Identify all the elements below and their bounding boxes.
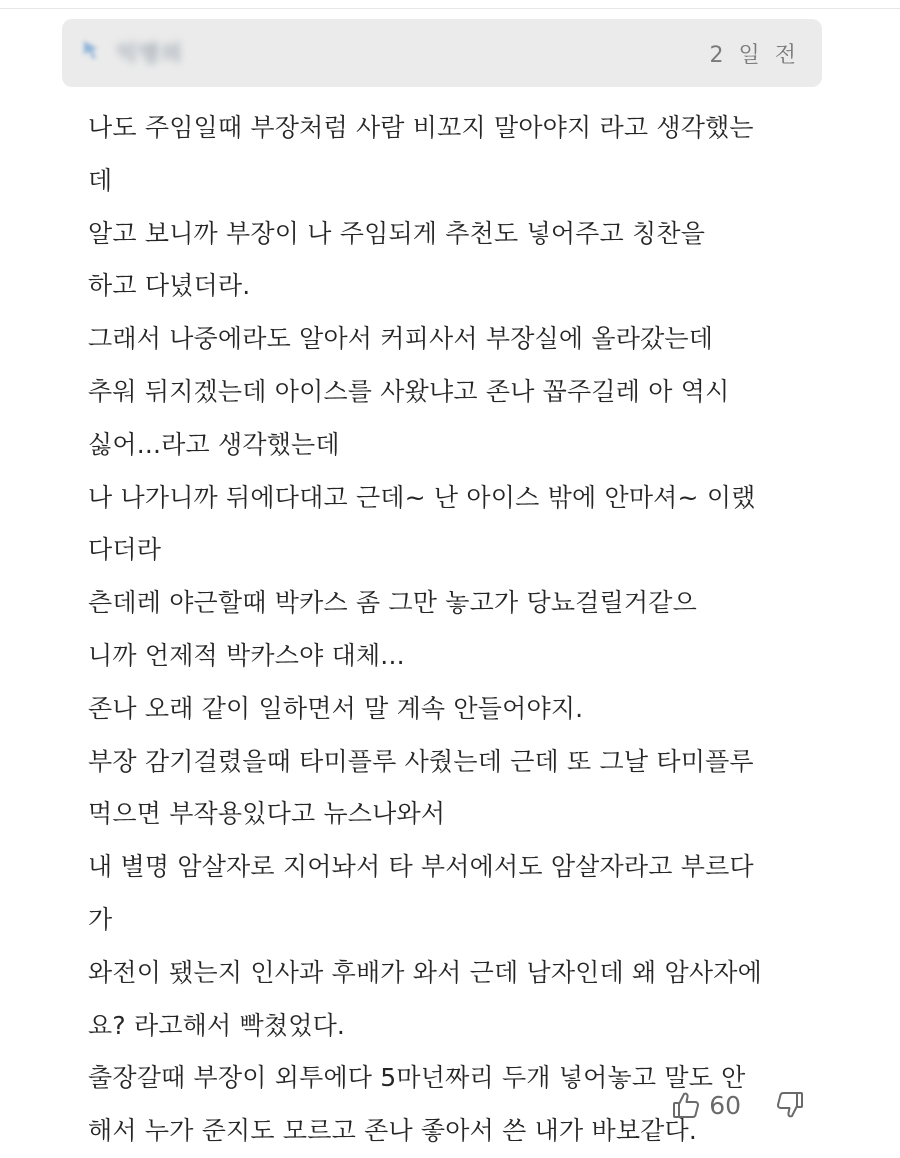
comment-line: 니까 언제적 박카스야 대체... bbox=[88, 640, 405, 670]
comment-line: 와전이 됐는지 인사과 후배가 와서 근데 남자인데 왜 암사자에 bbox=[88, 957, 762, 987]
comment-line: 츤데레 야근할때 박카스 좀 그만 놓고가 당뇨걸릴거같으 bbox=[88, 588, 697, 618]
comment-line: 추워 뒤지겠는데 아이스를 사왔냐고 존나 꼽주길레 아 역시 bbox=[88, 376, 730, 406]
comment-line: 해서 누가 준지도 모르고 존나 좋아서 쓴 내가 바보같다. bbox=[88, 1116, 698, 1146]
comment-line: 먹으면 부작용있다고 뉴스나와서 bbox=[88, 799, 446, 829]
comment-line: 싫어...라고 생각했는데 bbox=[88, 429, 340, 459]
comment-author[interactable]: 익명의 bbox=[116, 42, 183, 67]
user-icon bbox=[82, 39, 100, 61]
comment-line: 출장갈때 부장이 외투에다 5마넌짜리 두개 넣어놓고 말도 안 bbox=[88, 1063, 746, 1093]
comment-body bbox=[88, 102, 828, 1158]
comment-line: 존나 오래 같이 일하면서 말 계속 안들어야지. bbox=[88, 693, 584, 723]
thumbs-up-icon[interactable] bbox=[671, 1090, 701, 1120]
comment-line: 다더라 bbox=[88, 535, 162, 565]
comment-line: 가 bbox=[88, 904, 113, 934]
comment-line: 나도 주임일때 부장처럼 사람 비꼬지 말아야지 라고 생각했는 bbox=[88, 113, 754, 142]
comment-header bbox=[62, 19, 822, 87]
reaction-bar bbox=[671, 1085, 805, 1125]
comment-line: 알고 보니까 부장이 나 주임되게 추천도 넣어주고 칭찬을 bbox=[88, 218, 706, 248]
comment-line: 내 별명 암살자로 지어놔서 타 부서에서도 암살자라고 부르다 bbox=[88, 852, 754, 882]
comment-line: 나 나가니까 뒤에다대고 근데~ 난 아이스 밖에 안마셔~ 이랬 bbox=[88, 482, 756, 512]
like-count: 60 bbox=[709, 1090, 741, 1120]
top-divider bbox=[0, 8, 900, 9]
comment-line: 데 bbox=[88, 165, 113, 195]
comment-timestamp: 2 일 전 bbox=[709, 43, 800, 68]
comment-line: 부장 감기걸렸을때 타미플루 사줬는데 근데 또 그날 타미플루 bbox=[88, 746, 754, 776]
comment-line: 하고 다녔더라. bbox=[88, 271, 251, 301]
comment-line: 요? 라고해서 빡쳤었다. bbox=[88, 1010, 346, 1040]
thumbs-down-icon[interactable] bbox=[775, 1090, 805, 1120]
comment-line: 그래서 나중에라도 알아서 커피사서 부장실에 올라갔는데 bbox=[88, 324, 714, 354]
